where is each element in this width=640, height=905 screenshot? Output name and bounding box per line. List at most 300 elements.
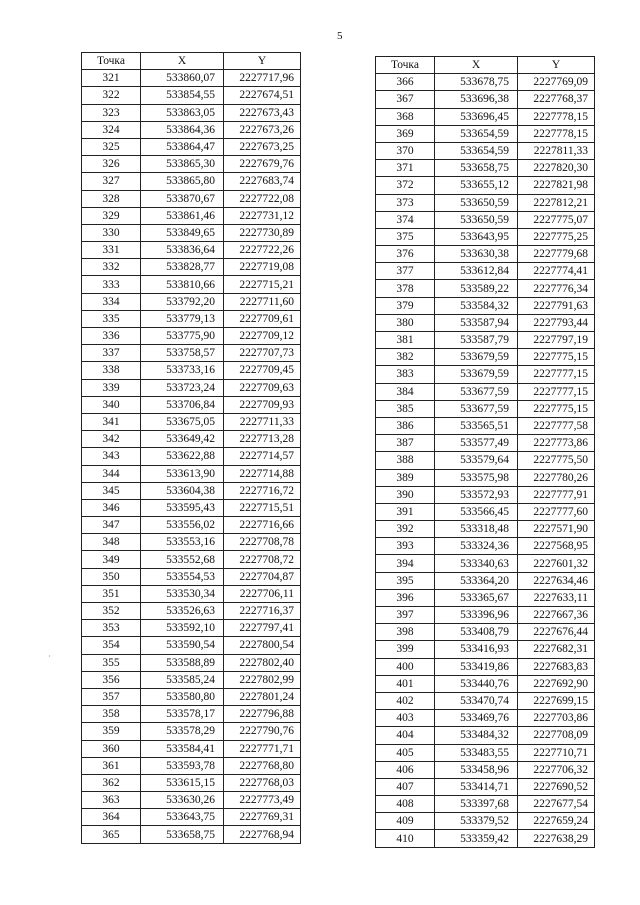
cell-point: 333 — [82, 276, 141, 293]
cell-y: 2227722,26 — [224, 242, 301, 259]
cell-x: 533458,96 — [435, 761, 518, 778]
cell-x: 533365,67 — [435, 589, 518, 606]
table-row — [376, 710, 595, 727]
cell-point: 374 — [376, 211, 435, 228]
cell-x: 533654,59 — [435, 125, 518, 142]
table-row — [82, 637, 301, 654]
cell-y: 2227673,26 — [224, 121, 301, 138]
cell-x: 533810,66 — [141, 276, 224, 293]
cell-y: 2227638,29 — [518, 830, 595, 847]
table-row — [376, 796, 595, 813]
cell-y: 2227708,78 — [224, 534, 301, 551]
cell-x: 533408,79 — [435, 624, 518, 641]
cell-point: 371 — [376, 160, 435, 177]
table-row — [376, 744, 595, 761]
cell-x: 533589,22 — [435, 280, 518, 297]
page-number: 5 — [337, 30, 343, 42]
table-row — [376, 400, 595, 417]
cell-x: 533630,38 — [435, 246, 518, 263]
cell-x: 533530,34 — [141, 585, 224, 602]
table-row — [376, 521, 595, 538]
cell-y: 2227773,86 — [518, 435, 595, 452]
cell-x: 533588,89 — [141, 654, 224, 671]
cell-point: 323 — [82, 104, 141, 121]
scan-speck: · — [48, 652, 51, 661]
cell-y: 2227776,34 — [518, 280, 595, 297]
cell-y: 2227802,40 — [224, 654, 301, 671]
cell-x: 533587,94 — [435, 314, 518, 331]
cell-y: 2227722,08 — [224, 190, 301, 207]
cell-x: 533483,55 — [435, 744, 518, 761]
cell-point: 402 — [376, 692, 435, 709]
cell-x: 533849,65 — [141, 224, 224, 241]
cell-x: 533584,41 — [141, 740, 224, 757]
cell-y: 2227820,30 — [518, 160, 595, 177]
cell-point: 406 — [376, 761, 435, 778]
cell-point: 398 — [376, 624, 435, 641]
table-row — [376, 366, 595, 383]
cell-point: 391 — [376, 503, 435, 520]
cell-point: 335 — [82, 310, 141, 327]
cell-y: 2227775,50 — [518, 452, 595, 469]
cell-point: 360 — [82, 740, 141, 757]
cell-x: 533655,12 — [435, 177, 518, 194]
table-row — [82, 413, 301, 430]
table-row — [376, 314, 595, 331]
cell-x: 533379,52 — [435, 813, 518, 830]
cell-y: 2227711,60 — [224, 293, 301, 310]
cell-y: 2227715,51 — [224, 499, 301, 516]
table-row — [82, 190, 301, 207]
cell-y: 2227709,45 — [224, 362, 301, 379]
table-row — [82, 293, 301, 310]
table-row — [82, 603, 301, 620]
cell-y: 2227690,52 — [518, 778, 595, 795]
cell-y: 2227709,12 — [224, 328, 301, 345]
cell-y: 2227768,03 — [224, 774, 301, 791]
cell-x: 533593,78 — [141, 757, 224, 774]
cell-y: 2227707,73 — [224, 345, 301, 362]
cell-x: 533723,24 — [141, 379, 224, 396]
cell-point: 322 — [82, 87, 141, 104]
table-header-row — [82, 53, 301, 70]
cell-y: 2227768,37 — [518, 91, 595, 108]
cell-y: 2227775,15 — [518, 400, 595, 417]
table-row — [376, 727, 595, 744]
cell-x: 533604,38 — [141, 482, 224, 499]
cell-point: 407 — [376, 778, 435, 795]
cell-y: 2227709,61 — [224, 310, 301, 327]
cell-x: 533643,75 — [141, 809, 224, 826]
cell-point: 348 — [82, 534, 141, 551]
table-row — [82, 242, 301, 259]
table-header-row — [376, 57, 595, 74]
table-row — [82, 585, 301, 602]
cell-x: 533587,79 — [435, 332, 518, 349]
cell-x: 533575,98 — [435, 469, 518, 486]
cell-point: 365 — [82, 826, 141, 843]
coordinates-table-right — [375, 56, 595, 848]
cell-y: 2227633,11 — [518, 589, 595, 606]
cell-x: 533318,48 — [435, 521, 518, 538]
table-row — [376, 332, 595, 349]
cell-y: 2227801,24 — [224, 688, 301, 705]
header-y: Y — [518, 57, 595, 74]
cell-x: 533658,75 — [141, 826, 224, 843]
cell-point: 347 — [82, 517, 141, 534]
cell-x: 533579,64 — [435, 452, 518, 469]
table-row — [376, 486, 595, 503]
table-row — [82, 328, 301, 345]
cell-y: 2227683,74 — [224, 173, 301, 190]
cell-point: 376 — [376, 246, 435, 263]
cell-x: 533340,63 — [435, 555, 518, 572]
table-row — [376, 349, 595, 366]
cell-point: 389 — [376, 469, 435, 486]
cell-y: 2227713,28 — [224, 431, 301, 448]
table-row — [82, 104, 301, 121]
cell-point: 338 — [82, 362, 141, 379]
cell-x: 533706,84 — [141, 396, 224, 413]
cell-y: 2227777,91 — [518, 486, 595, 503]
cell-y: 2227673,43 — [224, 104, 301, 121]
cell-y: 2227634,46 — [518, 572, 595, 589]
cell-x: 533592,10 — [141, 620, 224, 637]
table-row — [376, 435, 595, 452]
cell-point: 327 — [82, 173, 141, 190]
cell-point: 409 — [376, 813, 435, 830]
cell-y: 2227706,32 — [518, 761, 595, 778]
table-row — [376, 538, 595, 555]
cell-x: 533630,26 — [141, 792, 224, 809]
table-row — [376, 91, 595, 108]
cell-y: 2227777,58 — [518, 417, 595, 434]
cell-point: 394 — [376, 555, 435, 572]
cell-y: 2227677,54 — [518, 796, 595, 813]
table-row — [376, 503, 595, 520]
cell-x: 533758,57 — [141, 345, 224, 362]
cell-y: 2227717,96 — [224, 70, 301, 87]
cell-y: 2227769,31 — [224, 809, 301, 826]
table-row — [376, 211, 595, 228]
cell-y: 2227773,49 — [224, 792, 301, 809]
table-row — [82, 87, 301, 104]
table-row — [82, 121, 301, 138]
cell-x: 533364,20 — [435, 572, 518, 589]
cell-y: 2227802,99 — [224, 671, 301, 688]
cell-y: 2227778,15 — [518, 125, 595, 142]
table-row — [82, 723, 301, 740]
cell-x: 533526,63 — [141, 603, 224, 620]
cell-y: 2227708,09 — [518, 727, 595, 744]
coordinates-table-left — [81, 52, 301, 844]
cell-point: 393 — [376, 538, 435, 555]
table-row — [82, 156, 301, 173]
cell-y: 2227676,44 — [518, 624, 595, 641]
table-row — [376, 125, 595, 142]
cell-y: 2227679,76 — [224, 156, 301, 173]
cell-point: 358 — [82, 706, 141, 723]
table-row — [82, 310, 301, 327]
cell-x: 533650,59 — [435, 211, 518, 228]
cell-point: 383 — [376, 366, 435, 383]
cell-point: 410 — [376, 830, 435, 847]
cell-x: 533613,90 — [141, 465, 224, 482]
cell-y: 2227719,08 — [224, 259, 301, 276]
header-x: X — [435, 57, 518, 74]
table-row — [82, 809, 301, 826]
cell-y: 2227716,72 — [224, 482, 301, 499]
cell-x: 533792,20 — [141, 293, 224, 310]
cell-point: 403 — [376, 710, 435, 727]
cell-x: 533419,86 — [435, 658, 518, 675]
cell-y: 2227790,76 — [224, 723, 301, 740]
table-row — [376, 469, 595, 486]
table-row — [376, 263, 595, 280]
table-row — [82, 345, 301, 362]
table-row — [82, 499, 301, 516]
table-row — [82, 448, 301, 465]
cell-y: 2227791,63 — [518, 297, 595, 314]
cell-x: 533414,71 — [435, 778, 518, 795]
table-row — [82, 688, 301, 705]
table-row — [82, 740, 301, 757]
cell-x: 533678,75 — [435, 74, 518, 91]
table-row — [82, 482, 301, 499]
cell-x: 533469,76 — [435, 710, 518, 727]
cell-x: 533870,67 — [141, 190, 224, 207]
cell-point: 341 — [82, 413, 141, 430]
cell-point: 356 — [82, 671, 141, 688]
table-row — [82, 706, 301, 723]
cell-x: 533677,59 — [435, 383, 518, 400]
cell-point: 401 — [376, 675, 435, 692]
table-row — [376, 555, 595, 572]
table-row — [82, 362, 301, 379]
cell-x: 533622,88 — [141, 448, 224, 465]
cell-y: 2227777,60 — [518, 503, 595, 520]
table-row — [376, 607, 595, 624]
table-row — [82, 671, 301, 688]
cell-point: 340 — [82, 396, 141, 413]
table-row — [82, 207, 301, 224]
cell-x: 533590,54 — [141, 637, 224, 654]
cell-point: 334 — [82, 293, 141, 310]
cell-y: 2227774,41 — [518, 263, 595, 280]
table-row — [82, 620, 301, 637]
header-x: X — [141, 53, 224, 70]
cell-x: 533865,30 — [141, 156, 224, 173]
cell-y: 2227779,68 — [518, 246, 595, 263]
cell-x: 533643,95 — [435, 228, 518, 245]
cell-point: 404 — [376, 727, 435, 744]
cell-y: 2227710,71 — [518, 744, 595, 761]
cell-point: 390 — [376, 486, 435, 503]
cell-point: 377 — [376, 263, 435, 280]
cell-y: 2227682,31 — [518, 641, 595, 658]
cell-y: 2227709,93 — [224, 396, 301, 413]
cell-x: 533775,90 — [141, 328, 224, 345]
cell-point: 370 — [376, 142, 435, 159]
table-row — [376, 813, 595, 830]
cell-x: 533861,46 — [141, 207, 224, 224]
cell-point: 343 — [82, 448, 141, 465]
cell-y: 2227797,41 — [224, 620, 301, 637]
cell-point: 387 — [376, 435, 435, 452]
cell-x: 533696,38 — [435, 91, 518, 108]
cell-y: 2227768,80 — [224, 757, 301, 774]
cell-point: 339 — [82, 379, 141, 396]
table-row — [82, 396, 301, 413]
cell-y: 2227793,44 — [518, 314, 595, 331]
table-row — [376, 675, 595, 692]
cell-y: 2227812,21 — [518, 194, 595, 211]
cell-y: 2227711,33 — [224, 413, 301, 430]
cell-x: 533397,68 — [435, 796, 518, 813]
table-row — [376, 228, 595, 245]
table-row — [376, 160, 595, 177]
cell-y: 2227704,87 — [224, 568, 301, 585]
cell-x: 533470,74 — [435, 692, 518, 709]
cell-x: 533615,15 — [141, 774, 224, 791]
cell-point: 337 — [82, 345, 141, 362]
cell-point: 349 — [82, 551, 141, 568]
cell-x: 533585,24 — [141, 671, 224, 688]
cell-point: 336 — [82, 328, 141, 345]
cell-x: 533595,43 — [141, 499, 224, 516]
header-y: Y — [224, 53, 301, 70]
cell-point: 342 — [82, 431, 141, 448]
cell-x: 533440,76 — [435, 675, 518, 692]
cell-y: 2227703,86 — [518, 710, 595, 727]
cell-point: 331 — [82, 242, 141, 259]
table-row — [82, 431, 301, 448]
cell-y: 2227601,32 — [518, 555, 595, 572]
cell-point: 385 — [376, 400, 435, 417]
table-row — [376, 74, 595, 91]
cell-point: 364 — [82, 809, 141, 826]
cell-x: 533553,16 — [141, 534, 224, 551]
header-point: Точка — [376, 57, 435, 74]
table-row — [82, 654, 301, 671]
table-row — [82, 826, 301, 843]
table-row — [376, 417, 595, 434]
cell-x: 533484,32 — [435, 727, 518, 744]
cell-point: 381 — [376, 332, 435, 349]
cell-x: 533779,13 — [141, 310, 224, 327]
table-row — [376, 692, 595, 709]
cell-x: 533556,02 — [141, 517, 224, 534]
cell-point: 326 — [82, 156, 141, 173]
table-row — [376, 589, 595, 606]
table-row — [82, 517, 301, 534]
table-row — [82, 551, 301, 568]
cell-point: 386 — [376, 417, 435, 434]
cell-point: 361 — [82, 757, 141, 774]
cell-y: 2227775,25 — [518, 228, 595, 245]
table-row — [82, 774, 301, 791]
cell-x: 533578,29 — [141, 723, 224, 740]
cell-point: 344 — [82, 465, 141, 482]
cell-x: 533552,68 — [141, 551, 224, 568]
cell-point: 379 — [376, 297, 435, 314]
cell-y: 2227683,83 — [518, 658, 595, 675]
cell-y: 2227709,63 — [224, 379, 301, 396]
cell-point: 408 — [376, 796, 435, 813]
cell-point: 324 — [82, 121, 141, 138]
table-row — [376, 624, 595, 641]
cell-x: 533416,93 — [435, 641, 518, 658]
cell-point: 396 — [376, 589, 435, 606]
cell-x: 533578,17 — [141, 706, 224, 723]
cell-y: 2227768,94 — [224, 826, 301, 843]
header-point: Точка — [82, 53, 141, 70]
table-row — [376, 778, 595, 795]
table-row — [376, 641, 595, 658]
cell-y: 2227673,25 — [224, 138, 301, 155]
cell-x: 533396,96 — [435, 607, 518, 624]
cell-point: 392 — [376, 521, 435, 538]
cell-y: 2227778,15 — [518, 108, 595, 125]
cell-point: 362 — [82, 774, 141, 791]
cell-point: 363 — [82, 792, 141, 809]
cell-x: 533324,36 — [435, 538, 518, 555]
cell-x: 533566,45 — [435, 503, 518, 520]
cell-point: 345 — [82, 482, 141, 499]
cell-y: 2227797,19 — [518, 332, 595, 349]
table-row — [82, 568, 301, 585]
cell-point: 332 — [82, 259, 141, 276]
cell-y: 2227771,71 — [224, 740, 301, 757]
cell-point: 388 — [376, 452, 435, 469]
cell-y: 2227775,07 — [518, 211, 595, 228]
cell-x: 533836,64 — [141, 242, 224, 259]
cell-point: 354 — [82, 637, 141, 654]
cell-x: 533554,53 — [141, 568, 224, 585]
cell-x: 533864,47 — [141, 138, 224, 155]
cell-point: 328 — [82, 190, 141, 207]
cell-y: 2227716,37 — [224, 603, 301, 620]
cell-point: 367 — [376, 91, 435, 108]
cell-x: 533359,42 — [435, 830, 518, 847]
table-row — [376, 383, 595, 400]
table-row — [82, 276, 301, 293]
table-row — [82, 70, 301, 87]
cell-y: 2227714,57 — [224, 448, 301, 465]
cell-point: 346 — [82, 499, 141, 516]
table-row — [82, 534, 301, 551]
cell-point: 373 — [376, 194, 435, 211]
table-row — [376, 177, 595, 194]
cell-x: 533864,36 — [141, 121, 224, 138]
table-row — [82, 138, 301, 155]
cell-y: 2227730,89 — [224, 224, 301, 241]
cell-x: 533860,07 — [141, 70, 224, 87]
cell-x: 533679,59 — [435, 366, 518, 383]
table-row — [82, 379, 301, 396]
cell-point: 353 — [82, 620, 141, 637]
table-row — [376, 452, 595, 469]
cell-y: 2227714,88 — [224, 465, 301, 482]
cell-x: 533828,77 — [141, 259, 224, 276]
cell-y: 2227699,15 — [518, 692, 595, 709]
cell-point: 375 — [376, 228, 435, 245]
cell-y: 2227674,51 — [224, 87, 301, 104]
cell-point: 382 — [376, 349, 435, 366]
cell-point: 352 — [82, 603, 141, 620]
cell-point: 372 — [376, 177, 435, 194]
cell-point: 400 — [376, 658, 435, 675]
